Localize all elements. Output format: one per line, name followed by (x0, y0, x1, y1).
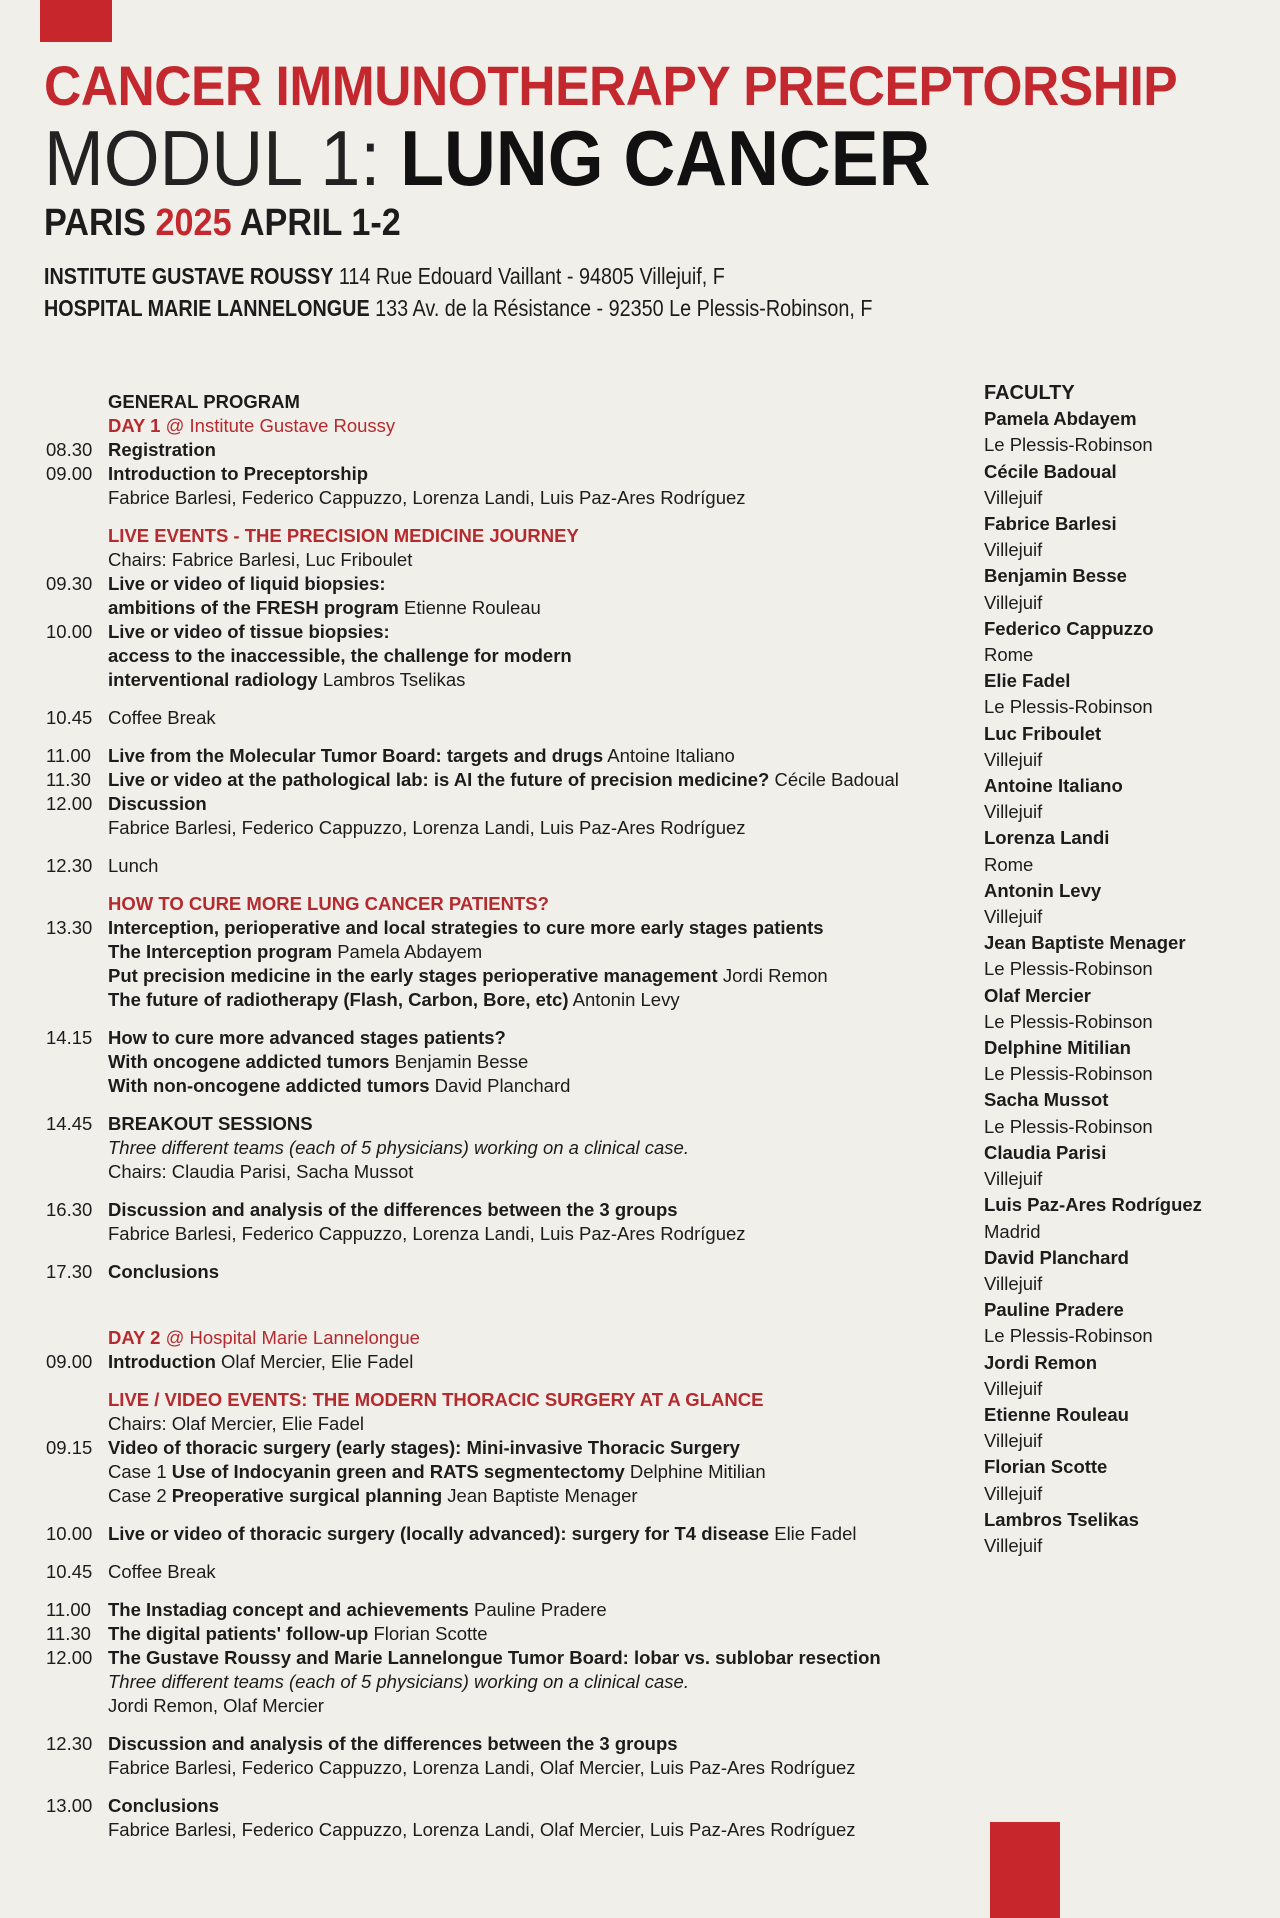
session-title: LIVE / VIDEO EVENTS: THE MODERN THORACIC SURGERY AT A GLANCE (108, 1389, 764, 1410)
item-speaker: Florian Scotte (373, 1623, 488, 1644)
item-time: 12.00 (46, 793, 93, 814)
item-time: 11.00 (46, 745, 91, 766)
item-time: 09.00 (46, 1351, 93, 1372)
program-heading: GENERAL PROGRAM (108, 391, 300, 412)
item-title: Discussion and analysis of the differences between the 3 groups (108, 1733, 678, 1754)
item-speakers: Fabrice Barlesi, Federico Cappuzzo, Lorenza Landi, Olaf Mercier, Luis Paz-Ares Rodríguez (108, 1819, 856, 1840)
item-title: Discussion (108, 793, 207, 814)
venue-1-address: 114 Rue Edouard Vaillant - 94805 Villejuif, F (338, 263, 725, 289)
item-time: 08.30 (46, 439, 93, 460)
program-item (46, 1522, 966, 1546)
faculty-member-name: Pamela Abdayem (984, 408, 1137, 430)
program-item (46, 1260, 966, 1284)
faculty-member-city: Villejuif (984, 1377, 1043, 1399)
item-title: Live from the Molecular Tumor Board: targets and drugs (108, 745, 604, 766)
item-time: 10.00 (46, 621, 93, 642)
general-program (46, 390, 966, 1842)
item-title: Use of Indocyanin green and RATS segmentectomy (171, 1461, 625, 1482)
program-item (46, 1598, 966, 1622)
program-item (46, 706, 966, 730)
faculty-member-city: Villejuif (984, 1482, 1043, 1504)
program-item (46, 768, 966, 792)
day2-label: DAY 2 (108, 1327, 161, 1348)
faculty-member-name: Antonin Levy (984, 879, 1102, 901)
item-title: The future of radiotherapy (Flash, Carbon, Bore, etc) (108, 989, 569, 1010)
decorative-red-bar-bottom (990, 1822, 1060, 1918)
sub-item (46, 988, 966, 1012)
faculty-member-name: Luis Paz-Ares Rodríguez (984, 1194, 1202, 1216)
faculty-member-name: Luc Friboulet (984, 722, 1102, 744)
faculty-member-name: Jean Baptiste Menager (984, 932, 1186, 954)
faculty-member-name: Claudia Parisi (984, 1141, 1107, 1163)
event-city: PARIS (44, 202, 146, 244)
item-title: Preoperative surgical planning (171, 1485, 443, 1506)
item-speaker: David Planchard (434, 1075, 571, 1096)
decorative-red-bar-top (40, 0, 112, 42)
item-title: Conclusions (108, 1795, 220, 1816)
faculty-member-city: Le Plessis-Robinson (984, 434, 1153, 456)
item-title: Conclusions (108, 1261, 220, 1282)
item-title: BREAKOUT SESSIONS (108, 1113, 313, 1134)
venue-2 (44, 292, 1076, 324)
program-item (46, 1646, 966, 1670)
item-title: Live or video of thoracic surgery (locally advanced): surgery for T4 disease (108, 1523, 770, 1544)
day2-header (46, 1326, 966, 1350)
faculty-member-city: Le Plessis-Robinson (984, 958, 1153, 980)
item-title: The Interception program (108, 941, 333, 962)
session-chairs: Chairs: Fabrice Barlesi, Luc Friboulet (108, 549, 413, 570)
item-speaker: Benjamin Besse (394, 1051, 529, 1072)
item-title: The Instadiag concept and achievements (108, 1599, 469, 1620)
faculty-member-name: Cécile Badoual (984, 460, 1117, 482)
item-time: 10.45 (46, 707, 93, 728)
item-time: 11.00 (46, 1599, 91, 1620)
faculty-member-name: Florian Scotte (984, 1456, 1108, 1478)
faculty-list (984, 380, 1264, 1559)
item-time: 12.30 (46, 1733, 93, 1754)
item-time: 13.00 (46, 1795, 93, 1816)
faculty-member-city: Le Plessis-Robinson (984, 696, 1153, 718)
faculty-member-city: Villejuif (984, 906, 1043, 928)
program-item (46, 572, 966, 596)
session-chairs: Chairs: Olaf Mercier, Elie Fadel (108, 1413, 365, 1434)
faculty-member-name: Pauline Pradere (984, 1299, 1124, 1321)
faculty-member-name: Elie Fadel (984, 670, 1071, 692)
case-label: Case 2 (108, 1485, 167, 1506)
item-time: 10.45 (46, 1561, 93, 1582)
faculty-member-city: Madrid (984, 1220, 1041, 1242)
item-speakers: Fabrice Barlesi, Federico Cappuzzo, Lorenza Landi, Luis Paz-Ares Rodríguez (108, 1223, 746, 1244)
venue-2-address: 133 Av. de la Résistance - 92350 Le Plessis-Robinson, F (375, 295, 873, 321)
day2-venue: @ Hospital Marie Lannelongue (165, 1327, 420, 1348)
item-speaker: Lambros Tselikas (322, 669, 466, 690)
item-title: Live or video of liquid biopsies: (108, 573, 386, 594)
sub-item (46, 1050, 966, 1074)
faculty-member-city: Villejuif (984, 1272, 1043, 1294)
program-item (46, 1794, 966, 1818)
item-time: 09.00 (46, 463, 93, 484)
item-title: Discussion and analysis of the differences between the 3 groups (108, 1199, 678, 1220)
item-title: Lunch (108, 855, 159, 876)
item-speakers: Jordi Remon, Olaf Mercier (108, 1695, 324, 1716)
case-label: Case 1 (108, 1461, 167, 1482)
sub-item (46, 1074, 966, 1098)
program-item (46, 916, 966, 940)
event-dates: APRIL 1-2 (239, 202, 401, 244)
venue-1 (44, 260, 1076, 292)
faculty-member-name: Delphine Mitilian (984, 1037, 1131, 1059)
item-time: 09.15 (46, 1437, 93, 1458)
faculty-member-name: Jordi Remon (984, 1351, 1098, 1373)
faculty-member-city: Villejuif (984, 1534, 1043, 1556)
faculty-member-name: Olaf Mercier (984, 984, 1091, 1006)
item-title: The Gustave Roussy and Marie Lannelongue Tumor Board: lobar vs. sublobar resection (108, 1647, 881, 1668)
program-item (46, 1436, 966, 1460)
faculty-member-city: Villejuif (984, 1168, 1043, 1190)
sub-item (46, 964, 966, 988)
faculty-member-city: Le Plessis-Robinson (984, 1325, 1153, 1347)
faculty-member-city: Rome (984, 644, 1034, 666)
faculty-member-name: Fabrice Barlesi (984, 513, 1117, 535)
item-speaker: Pamela Abdayem (337, 941, 483, 962)
module-topic: LUNG CANCER (400, 114, 931, 202)
item-time: 11.30 (46, 1623, 91, 1644)
faculty-member-name: David Planchard (984, 1246, 1129, 1268)
item-speaker: Jordi Remon (722, 965, 828, 986)
item-time: 12.00 (46, 1647, 93, 1668)
session-chairs: Chairs: Claudia Parisi, Sacha Mussot (108, 1161, 414, 1182)
item-time: 14.15 (46, 1027, 93, 1048)
item-description: Three different teams (each of 5 physicians) working on a clinical case. (108, 1671, 689, 1692)
faculty-member-name: Benjamin Besse (984, 565, 1127, 587)
faculty-member-city: Villejuif (984, 801, 1043, 823)
item-time: 16.30 (46, 1199, 93, 1220)
faculty-member-city: Villejuif (984, 591, 1043, 613)
faculty-member-name: Federico Cappuzzo (984, 617, 1154, 639)
venue-2-name: HOSPITAL MARIE LANNELONGUE (44, 295, 370, 321)
program-item (46, 1112, 966, 1136)
sub-item (46, 940, 966, 964)
day1-venue: @ Institute Gustave Roussy (165, 415, 396, 436)
day1-label: DAY 1 (108, 415, 161, 436)
item-title-cont (46, 596, 966, 620)
item-title-cont (46, 668, 966, 692)
program-item (46, 620, 966, 644)
item-title: Video of thoracic surgery (early stages): Mini-invasive Thoracic Surgery (108, 1437, 740, 1458)
item-speaker: Antoine Italiano (607, 745, 735, 766)
program-item (46, 1732, 966, 1756)
item-speakers: Fabrice Barlesi, Federico Cappuzzo, Lorenza Landi, Olaf Mercier, Luis Paz-Ares Rodríguez (108, 1757, 856, 1778)
faculty-member-name: Lorenza Landi (984, 827, 1110, 849)
program-item (46, 1622, 966, 1646)
module-label: MODUL 1: (44, 114, 381, 202)
item-time: 14.45 (46, 1113, 93, 1134)
faculty-member-city: Villejuif (984, 539, 1043, 561)
day1-header (46, 414, 966, 438)
faculty-member-city: Le Plessis-Robinson (984, 1063, 1153, 1085)
item-title: Introduction to Preceptorship (108, 463, 369, 484)
item-speakers: Fabrice Barlesi, Federico Cappuzzo, Lorenza Landi, Luis Paz-Ares Rodríguez (108, 817, 746, 838)
item-title: Live or video of tissue biopsies: (108, 621, 390, 642)
item-title: ambitions of the FRESH program (108, 597, 399, 618)
item-title: Interception, perioperative and local strategies to cure more early stages patients (108, 917, 824, 938)
item-title: With non-oncogene addicted tumors (108, 1075, 430, 1096)
event-title: CANCER IMMUNOTHERAPY PRECEPTORSHIP (44, 54, 1178, 117)
item-time: 10.00 (46, 1523, 93, 1544)
item-speaker: Delphine Mitilian (629, 1461, 766, 1482)
faculty-member-city: Villejuif (984, 748, 1043, 770)
program-item (46, 792, 966, 816)
venue-1-name: INSTITUTE GUSTAVE ROUSSY (44, 263, 334, 289)
faculty-member-city: Le Plessis-Robinson (984, 1010, 1153, 1032)
item-speaker: Elie Fadel (774, 1523, 857, 1544)
program-item (46, 462, 966, 486)
item-speaker: Etienne Rouleau (404, 597, 541, 618)
item-speaker: Cécile Badoual (774, 769, 899, 790)
item-speaker: Jean Baptiste Menager (447, 1485, 638, 1506)
program-item (46, 1350, 966, 1374)
program-item (46, 438, 966, 462)
item-speaker: Pauline Pradere (474, 1599, 607, 1620)
session-title: HOW TO CURE MORE LUNG CANCER PATIENTS? (108, 893, 549, 914)
sub-item (46, 1460, 966, 1484)
faculty-member-name: Antoine Italiano (984, 775, 1123, 797)
module-title (44, 116, 1148, 200)
item-speakers: Fabrice Barlesi, Federico Cappuzzo, Lorenza Landi, Luis Paz-Ares Rodríguez (108, 487, 746, 508)
item-speakers: Olaf Mercier, Elie Fadel (221, 1351, 414, 1372)
venues (44, 260, 1076, 324)
faculty-heading: FACULTY (984, 382, 1075, 404)
item-time: 12.30 (46, 855, 93, 876)
item-title: Coffee Break (108, 707, 216, 728)
faculty-member-name: Etienne Rouleau (984, 1403, 1129, 1425)
faculty-member-city: Villejuif (984, 486, 1043, 508)
item-title: The digital patients' follow-up (108, 1623, 369, 1644)
item-title-cont: access to the inaccessible, the challenge for modern (108, 645, 572, 666)
item-title: Live or video at the pathological lab: is AI the future of precision medicine? (108, 769, 770, 790)
item-title: Put precision medicine in the early stages perioperative management (108, 965, 718, 986)
program-item (46, 854, 966, 878)
faculty-members (984, 406, 1264, 1559)
item-title: interventional radiology (108, 669, 318, 690)
session-title: LIVE EVENTS - THE PRECISION MEDICINE JOURNEY (108, 525, 579, 546)
program-item (46, 1026, 966, 1050)
item-description: Three different teams (each of 5 physicians) working on a clinical case. (108, 1137, 689, 1158)
program-item (46, 1198, 966, 1222)
faculty-member-city: Rome (984, 853, 1034, 875)
item-title: Registration (108, 439, 216, 460)
item-time: 17.30 (46, 1261, 93, 1282)
event-year: 2025 (155, 202, 232, 244)
item-title: Introduction (108, 1351, 216, 1372)
item-title: Coffee Break (108, 1561, 216, 1582)
event-dateline (44, 200, 1124, 246)
poster-header (44, 54, 1244, 324)
program-item (46, 1560, 966, 1584)
program-item (46, 744, 966, 768)
item-time: 13.30 (46, 917, 93, 938)
item-speaker: Antonin Levy (572, 989, 680, 1010)
faculty-member-name: Sacha Mussot (984, 1089, 1109, 1111)
item-title: With oncogene addicted tumors (108, 1051, 390, 1072)
faculty-member-city: Villejuif (984, 1430, 1043, 1452)
faculty-member-name: Lambros Tselikas (984, 1508, 1139, 1530)
sub-item (46, 1484, 966, 1508)
faculty-member-city: Le Plessis-Robinson (984, 1115, 1153, 1137)
item-time: 09.30 (46, 573, 93, 594)
item-time: 11.30 (46, 769, 91, 790)
item-title: How to cure more advanced stages patients? (108, 1027, 506, 1048)
